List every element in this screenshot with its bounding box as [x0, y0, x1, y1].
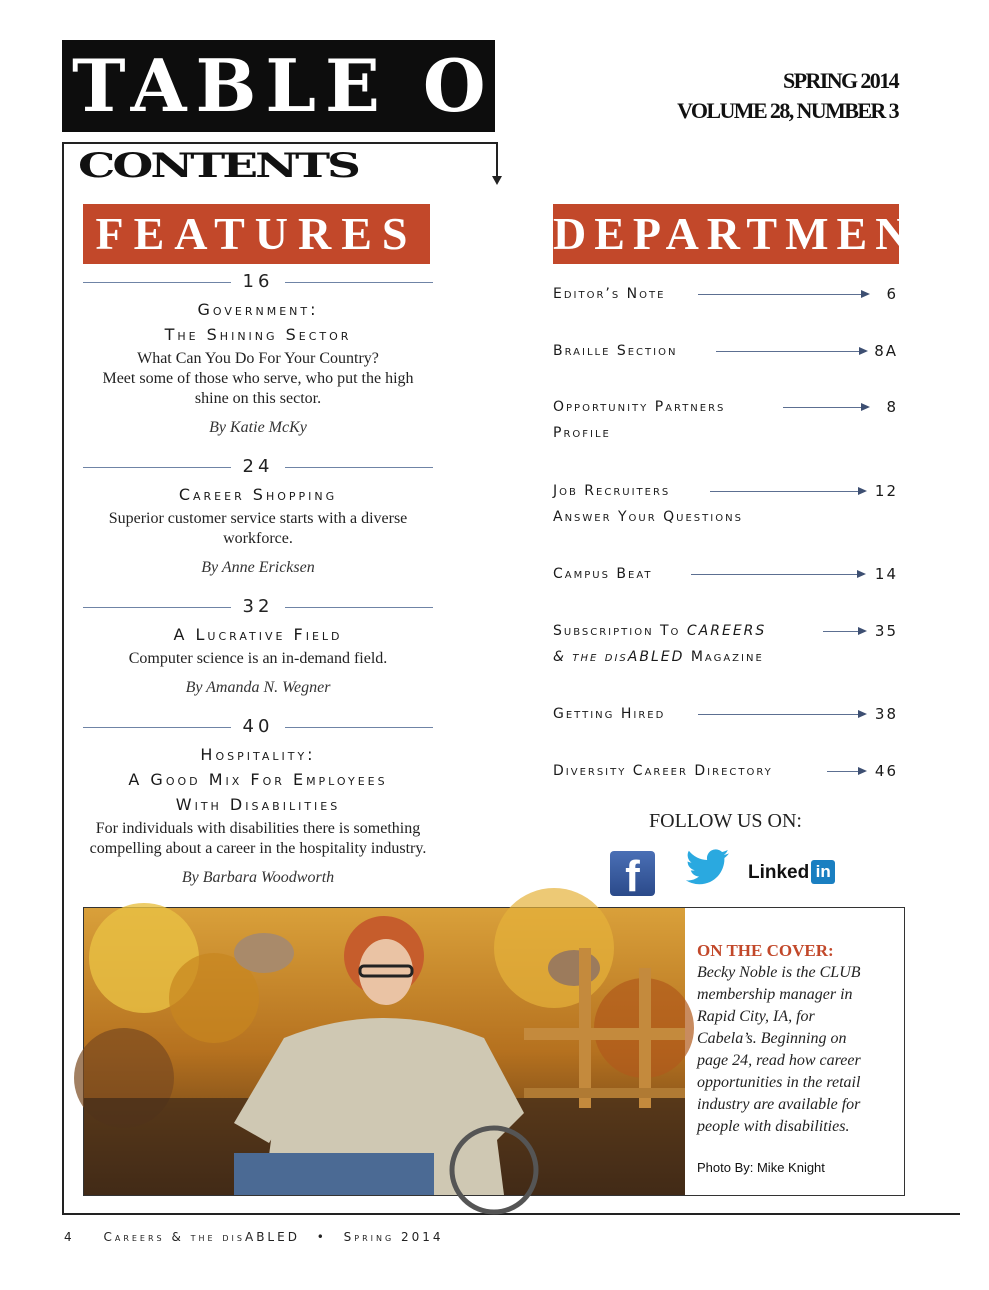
cover-body-line: Becky Noble is the CLUB [697, 964, 861, 981]
feature-description [83, 819, 433, 859]
feature-title[interactable] [83, 482, 433, 507]
feature-title-line: A Good Mix For Employees [128, 770, 388, 789]
frame-arrow-down-icon [492, 176, 502, 185]
linkedin-wordmark: Linked [748, 862, 810, 883]
issue-season: SPRING 2014 [782, 68, 898, 93]
frame-top-rule [62, 142, 498, 144]
cover-photo [84, 908, 685, 1195]
dept-page-number: 6 [886, 285, 898, 303]
feature-page-number[interactable]: 16 [83, 272, 433, 292]
feature-title-line: Government: [197, 300, 319, 319]
dept-label-line2: Answer Your Questions [553, 509, 743, 525]
arrow-right-icon [716, 351, 866, 352]
feature-desc-line: shine on this sector. [194, 390, 322, 407]
footer-page-number: 4 [64, 1230, 75, 1244]
cover-caption [697, 940, 897, 1138]
dept-label [553, 621, 766, 641]
dept-item-editors-note[interactable] [553, 284, 898, 304]
feature-desc-line: compelling about a career in the hospitality industry. [89, 840, 427, 857]
dept-label-part-italic: disABLED [604, 649, 685, 665]
dept-label-part: Subscription To [553, 623, 687, 639]
dept-label: Getting Hired [553, 706, 666, 722]
cover-body-line: Cabela’s. Beginning on [697, 1030, 847, 1047]
dept-label-part: Magazine [684, 649, 764, 665]
footer-publication: Careers & the disABLED [103, 1230, 300, 1244]
feature-title[interactable] [83, 742, 433, 817]
dept-label-line2: Profile [553, 425, 611, 441]
cover-body-line: Rapid City, IA, for [697, 1008, 815, 1025]
dept-page-number: 35 [874, 622, 898, 640]
title-contents: CONTENTS [78, 145, 358, 186]
cover-heading: ON THE COVER: [697, 941, 834, 960]
feature-page-number[interactable]: 40 [83, 717, 433, 737]
feature-desc-line: Meet some of those who serve, who put the high [102, 370, 414, 387]
cover-body [697, 962, 897, 1138]
dept-item-opportunity-partners[interactable] [553, 397, 898, 441]
feature-page-number[interactable]: 24 [83, 457, 433, 477]
feature-title-line: Career Shopping [178, 485, 338, 504]
feature-byline: By Amanda N. Wegner [185, 679, 331, 696]
dept-label: Braille Section [553, 343, 678, 359]
dept-label-part-italic: & the [553, 649, 605, 665]
dept-page-number: 46 [874, 762, 898, 780]
dept-page-number: 14 [874, 565, 898, 583]
arrow-right-icon [823, 631, 865, 632]
feature-title-line: With Disabilities [175, 795, 341, 814]
dept-item-job-recruiters[interactable] [553, 481, 898, 525]
dept-label: Editor’s Note [553, 286, 666, 302]
dept-page-number: 8A [874, 342, 898, 360]
arrow-right-icon [710, 491, 865, 492]
feature-desc-line: What Can You Do For Your Country? [137, 350, 379, 367]
feature-desc-line: Superior customer service starts with a diverse [108, 510, 408, 527]
dept-label: Campus Beat [553, 566, 653, 582]
photo-credit: Photo By: Mike Knight [697, 1160, 825, 1175]
dept-page-number: 12 [874, 482, 898, 500]
dept-page-number: 38 [874, 705, 898, 723]
dept-label-line2 [553, 647, 764, 667]
features-banner: FEATURES [83, 204, 430, 264]
frame-bottom-rule [62, 1213, 960, 1215]
footer-bullet: • [316, 1230, 327, 1244]
frame-left-rule [62, 142, 64, 1214]
cover-body-line: people with disabilities. [697, 1118, 850, 1135]
linkedin-in-box: in [811, 860, 835, 884]
footer-issue: Spring 2014 [343, 1230, 444, 1244]
feature-page-number[interactable]: 32 [83, 597, 433, 617]
feature-description [83, 509, 433, 549]
cover-body-line: industry are available for [697, 1096, 861, 1113]
feature-title-line: A Lucrative Field [173, 625, 343, 644]
dept-label-part-italic: CAREERS [686, 623, 767, 639]
twitter-icon[interactable] [684, 848, 736, 886]
dept-item-braille-section[interactable] [553, 341, 898, 361]
arrow-right-icon [691, 574, 864, 575]
arrow-right-icon [698, 714, 865, 715]
cover-body-line: membership manager in [697, 986, 853, 1003]
feature-title[interactable] [83, 297, 433, 347]
arrow-right-icon [827, 771, 865, 772]
dept-item-campus-beat[interactable] [553, 564, 898, 584]
feature-title-line: Hospitality: [200, 745, 316, 764]
dept-page-number: 8 [886, 398, 898, 416]
cover-body-line: page 24, read how career [697, 1052, 861, 1069]
dept-label: Job Recruiters [553, 483, 671, 499]
feature-desc-line: workforce. [223, 530, 293, 547]
frame-arrow-stem [496, 142, 498, 178]
feature-title-line: The Shining Sector [164, 325, 352, 344]
title-table-of: TABLE OF [62, 40, 495, 132]
feature-byline: By Katie McKy [209, 419, 307, 436]
feature-desc-line: For individuals with disabilities there is something [95, 820, 421, 837]
feature-byline: By Barbara Woodworth [181, 869, 335, 886]
departments-banner: DEPARTMENTS [553, 204, 899, 264]
dept-item-diversity-career-directory[interactable] [553, 761, 898, 781]
dept-label: Diversity Career Directory [553, 763, 773, 779]
dept-item-getting-hired[interactable] [553, 704, 898, 724]
dept-label: Opportunity Partners [553, 399, 726, 415]
cover-body-line: opportunities in the retail [697, 1074, 861, 1091]
facebook-icon[interactable]: f [610, 851, 655, 896]
arrow-right-icon [783, 407, 868, 408]
arrow-right-icon [698, 294, 868, 295]
feature-description [83, 349, 433, 409]
feature-byline: By Anne Ericksen [201, 559, 315, 576]
cover-feature-box [83, 907, 905, 1196]
feature-title[interactable] [83, 622, 433, 647]
feature-description [83, 649, 433, 669]
linkedin-icon[interactable] [748, 860, 835, 886]
follow-us-label: FOLLOW US ON: [649, 810, 802, 832]
feature-desc-line: Computer science is an in-demand field. [128, 650, 388, 667]
dept-item-subscription[interactable] [553, 621, 898, 665]
issue-volume: VOLUME 28, NUMBER 3 [677, 98, 898, 123]
issue-info [677, 66, 898, 126]
cover-photo-illustration [84, 908, 685, 1195]
page-footer [64, 1230, 466, 1244]
